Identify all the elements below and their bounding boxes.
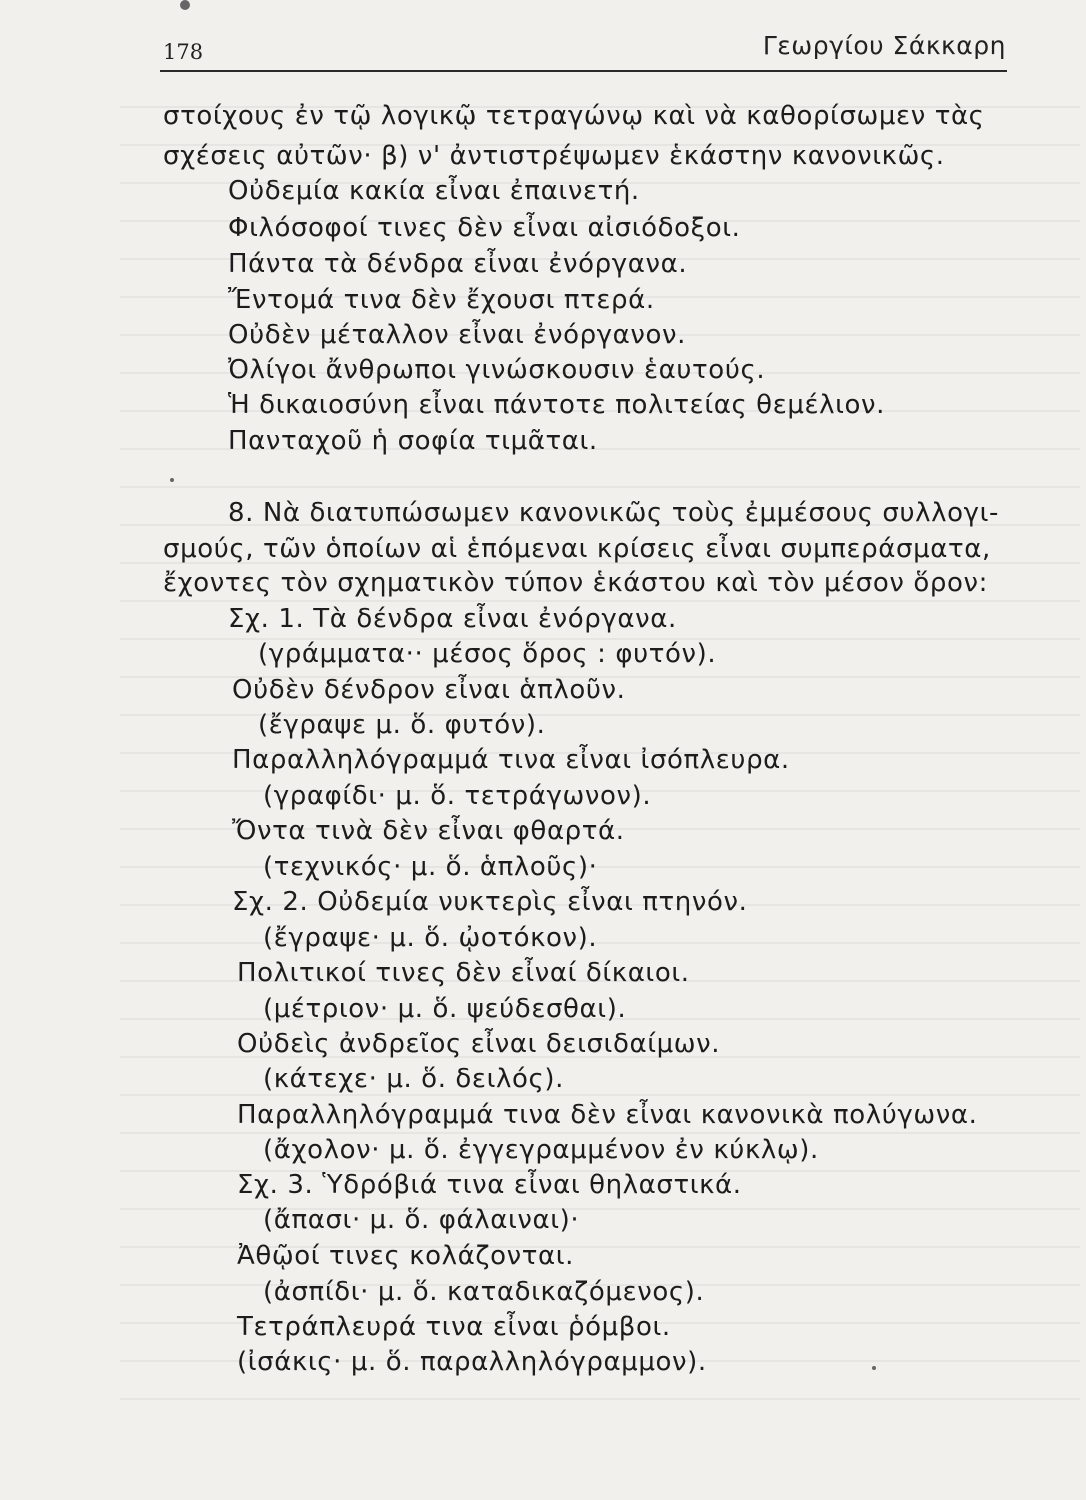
- text-line: (ἄπασι· μ. ὅ. φάλαιναι)·: [263, 1205, 580, 1235]
- text-line: (κάτεχε· μ. ὅ. δειλός).: [263, 1064, 564, 1094]
- text-line: (τεχνικός· μ. ὅ. ἁπλοῦς)·: [263, 852, 598, 882]
- text-line: 8. Νὰ διατυπώσωμεν κανονικῶς τοὺς ἐμμέσους συλλογι-: [228, 498, 1000, 528]
- text-line: (ἔγραψε μ. ὅ. φυτόν).: [258, 710, 546, 740]
- text-line: Σχ. 1. Τὰ δένδρα εἶναι ἐνόργανα.: [228, 604, 677, 634]
- text-line: σμούς, τῶν ὁποίων αἱ ἑπόμεναι κρίσεις εἶναι συμπεράσματα,: [163, 534, 991, 564]
- text-line: Σχ. 2. Οὐδεμία νυκτερὶς εἶναι πτηνόν.: [232, 887, 748, 917]
- ink-mark: [180, 0, 190, 10]
- text-line: Πολιτικοί τινες δὲν εἶναί δίκαιοι.: [237, 958, 690, 988]
- text-line: Ἔντομά τινα δὲν ἔχουσι πτερά.: [228, 285, 655, 315]
- text-line: Ὀλίγοι ἄνθρωποι γινώσκουσιν ἑαυτούς.: [228, 355, 766, 385]
- text-line: Τετράπλευρά τινα εἶναι ῥόμβοι.: [237, 1312, 671, 1342]
- text-line: Οὐδὲν δένδρον εἶναι ἁπλοῦν.: [232, 675, 626, 705]
- text-line: Παραλληλόγραμμά τινα δὲν εἶναι κανονικὰ πολύγωνα.: [237, 1100, 978, 1130]
- text-line: ἔχοντες τὸν σχηματικὸν τύπον ἑκάστου καὶ τὸν μέσον ὅρον:: [163, 568, 988, 598]
- text-line: στοίχους ἐν τῷ λογικῷ τετραγώνῳ καὶ νὰ καθορίσωμεν τὰς: [163, 101, 985, 131]
- text-line: Οὐδεὶς ἀνδρεῖος εἶναι δεισιδαίμων.: [237, 1029, 721, 1059]
- ink-speck: [872, 1366, 876, 1370]
- running-title: Γεωργίου Σάκκαρη: [762, 31, 1006, 60]
- text-line: Ἡ δικαιοσύνη εἶναι πάντοτε πολιτείας θεμέλιον.: [228, 390, 886, 420]
- text-line: (ἀσπίδι· μ. ὅ. καταδικαζόμενος).: [263, 1277, 705, 1307]
- text-line: Φιλόσοφοί τινες δὲν εἶναι αἰσιόδοξοι.: [228, 213, 741, 243]
- header-rule: [160, 70, 1007, 72]
- text-line: Οὐδεμία κακία εἶναι ἐπαινετή.: [228, 176, 640, 206]
- page-number: 178: [163, 40, 204, 64]
- text-line: (γραφίδι· μ. ὅ. τετράγωνον).: [263, 781, 652, 811]
- text-line: Σχ. 3. Ὑδρόβιά τινα εἶναι θηλαστικά.: [237, 1170, 742, 1200]
- text-line: (μέτριον· μ. ὅ. ψεύδεσθαι).: [263, 994, 627, 1024]
- text-line: Πάντα τὰ δένδρα εἶναι ἐνόργανα.: [228, 249, 688, 279]
- text-line: σχέσεις αὐτῶν· β) ν' ἀντιστρέψωμεν ἑκάστην κανονικῶς.: [163, 141, 945, 171]
- ink-speck: [170, 478, 174, 482]
- text-line: Πανταχοῦ ἡ σοφία τιμᾶται.: [228, 426, 598, 456]
- text-line: Παραλληλόγραμμά τινα εἶναι ἰσόπλευρα.: [232, 745, 790, 775]
- text-line: Ἀθῷοί τινες κολάζονται.: [237, 1241, 574, 1271]
- text-line: (γράμματα·· μέσος ὅρος : φυτόν).: [258, 639, 717, 669]
- text-line: Ὄντα τινὰ δὲν εἶναι φθαρτά.: [232, 816, 625, 846]
- text-line: (ἔγραψε· μ. ὅ. ᾠοτόκον).: [263, 923, 598, 953]
- text-line: (ἰσάκις· μ. ὅ. παραλληλόγραμμον).: [237, 1347, 707, 1377]
- text-line: Οὐδὲν μέταλλον εἶναι ἐνόργανον.: [228, 320, 687, 350]
- text-line: (ἄχολον· μ. ὅ. ἐγγεγραμμένον ἐν κύκλῳ).: [263, 1135, 819, 1165]
